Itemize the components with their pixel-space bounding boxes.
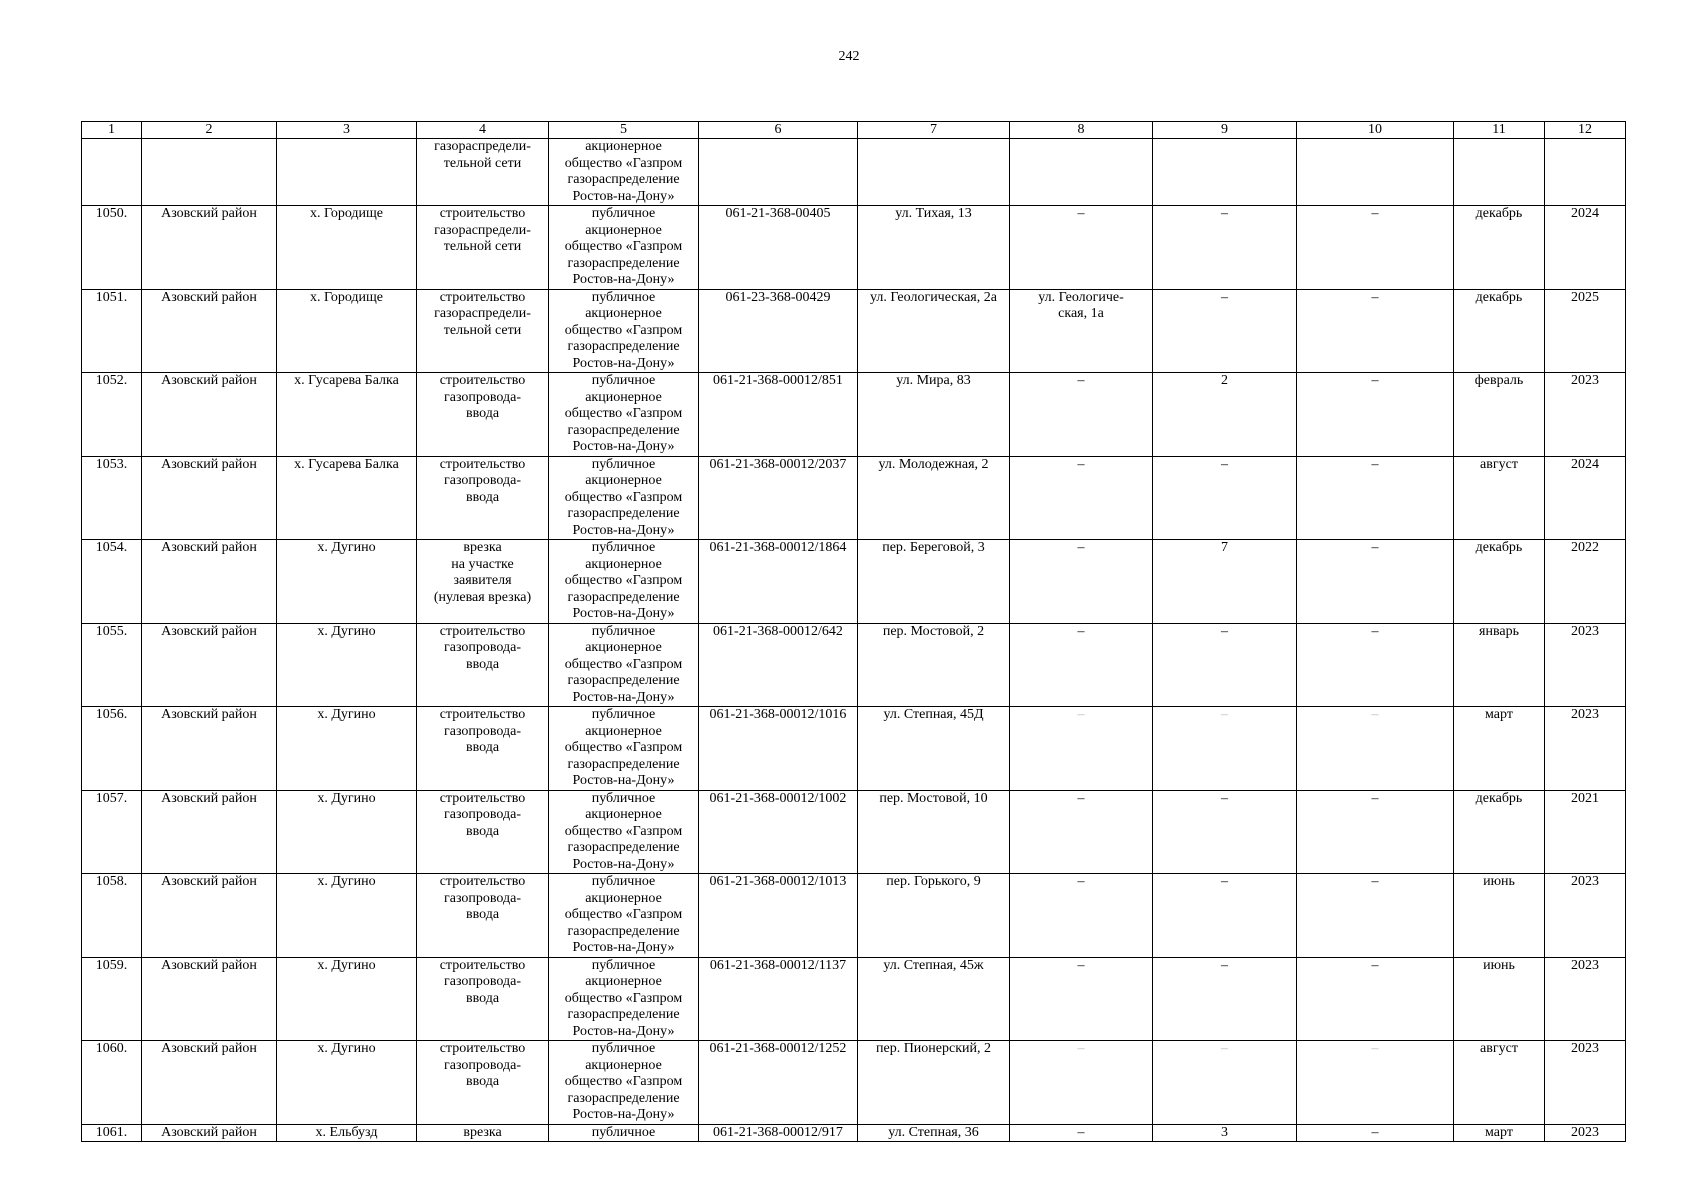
cell-work: строительство газораспредели- тельной сети bbox=[417, 206, 549, 290]
column-header: 11 bbox=[1454, 122, 1545, 139]
cell-org: публичное акционерное общество «Газпром газораспределение Ростов-на-Дону» bbox=[549, 1041, 699, 1125]
cell-org: публичное акционерное общество «Газпром газораспределение Ростов-на-Дону» bbox=[549, 790, 699, 874]
cell-address bbox=[858, 139, 1010, 206]
cell-col10: – bbox=[1297, 540, 1454, 624]
cell-locality bbox=[277, 139, 417, 206]
table-row bbox=[82, 540, 1626, 624]
cell-num: 1055. bbox=[82, 623, 142, 707]
cell-work: строительство газопровода- ввода bbox=[417, 874, 549, 958]
cell-district: Азовский район bbox=[142, 206, 277, 290]
cell-num: 1053. bbox=[82, 456, 142, 540]
cell-col8: – bbox=[1010, 1041, 1153, 1125]
cell-district: Азовский район bbox=[142, 540, 277, 624]
cell-org: публичное bbox=[549, 1124, 699, 1141]
cell-month: декабрь bbox=[1454, 540, 1545, 624]
column-header: 1 bbox=[82, 122, 142, 139]
cell-locality: х. Дугино bbox=[277, 707, 417, 791]
cell-address: пер. Береговой, 3 bbox=[858, 540, 1010, 624]
cell-month: август bbox=[1454, 1041, 1545, 1125]
cell-district: Азовский район bbox=[142, 373, 277, 457]
table-row bbox=[82, 373, 1626, 457]
cell-col8: – bbox=[1010, 456, 1153, 540]
column-header: 6 bbox=[699, 122, 858, 139]
cell-col9: – bbox=[1153, 1041, 1297, 1125]
cell-code: 061-21-368-00012/1016 bbox=[699, 707, 858, 791]
cell-col9: 2 bbox=[1153, 373, 1297, 457]
cell-district: Азовский район bbox=[142, 289, 277, 373]
cell-district: Азовский район bbox=[142, 790, 277, 874]
cell-col9: – bbox=[1153, 623, 1297, 707]
cell-col8: – bbox=[1010, 206, 1153, 290]
column-header: 2 bbox=[142, 122, 277, 139]
table-row bbox=[82, 957, 1626, 1041]
cell-address: пер. Горького, 9 bbox=[858, 874, 1010, 958]
cell-district bbox=[142, 139, 277, 206]
cell-col9: – bbox=[1153, 957, 1297, 1041]
cell-col10: – bbox=[1297, 373, 1454, 457]
table-row bbox=[82, 1124, 1626, 1141]
cell-col9: – bbox=[1153, 874, 1297, 958]
cell-code: 061-21-368-00012/1137 bbox=[699, 957, 858, 1041]
cell-address: ул. Тихая, 13 bbox=[858, 206, 1010, 290]
cell-address: ул. Степная, 36 bbox=[858, 1124, 1010, 1141]
cell-code: 061-21-368-00012/1013 bbox=[699, 874, 858, 958]
cell-col8: – bbox=[1010, 1124, 1153, 1141]
cell-code bbox=[699, 139, 858, 206]
column-header: 9 bbox=[1153, 122, 1297, 139]
cell-work: строительство газопровода- ввода bbox=[417, 957, 549, 1041]
cell-year: 2023 bbox=[1545, 1041, 1626, 1125]
cell-org: акционерное общество «Газпром газораспределение Ростов-на-Дону» bbox=[549, 139, 699, 206]
cell-address: пер. Пионерский, 2 bbox=[858, 1041, 1010, 1125]
cell-year: 2021 bbox=[1545, 790, 1626, 874]
cell-col8: – bbox=[1010, 373, 1153, 457]
cell-col10: – bbox=[1297, 456, 1454, 540]
cell-col9: 3 bbox=[1153, 1124, 1297, 1141]
table-row bbox=[82, 623, 1626, 707]
cell-col10: – bbox=[1297, 1124, 1454, 1141]
cell-month: январь bbox=[1454, 623, 1545, 707]
cell-district: Азовский район bbox=[142, 707, 277, 791]
cell-org: публичное акционерное общество «Газпром газораспределение Ростов-на-Дону» bbox=[549, 957, 699, 1041]
cell-address: ул. Мира, 83 bbox=[858, 373, 1010, 457]
table-row bbox=[82, 206, 1626, 290]
cell-org: публичное акционерное общество «Газпром газораспределение Ростов-на-Дону» bbox=[549, 456, 699, 540]
cell-org: публичное акционерное общество «Газпром газораспределение Ростов-на-Дону» bbox=[549, 373, 699, 457]
cell-month: декабрь bbox=[1454, 206, 1545, 290]
cell-locality: х. Дугино bbox=[277, 957, 417, 1041]
cell-num: 1058. bbox=[82, 874, 142, 958]
cell-address: пер. Мостовой, 10 bbox=[858, 790, 1010, 874]
table-row bbox=[82, 1041, 1626, 1125]
cell-month: март bbox=[1454, 707, 1545, 791]
cell-org: публичное акционерное общество «Газпром газораспределение Ростов-на-Дону» bbox=[549, 707, 699, 791]
cell-district: Азовский район bbox=[142, 1041, 277, 1125]
cell-address: пер. Мостовой, 2 bbox=[858, 623, 1010, 707]
cell-col10: – bbox=[1297, 623, 1454, 707]
cell-code: 061-21-368-00012/917 bbox=[699, 1124, 858, 1141]
cell-num: 1050. bbox=[82, 206, 142, 290]
cell-org: публичное акционерное общество «Газпром газораспределение Ростов-на-Дону» bbox=[549, 623, 699, 707]
cell-col10: – bbox=[1297, 707, 1454, 791]
cell-year: 2023 bbox=[1545, 957, 1626, 1041]
cell-work: строительство газопровода- ввода bbox=[417, 707, 549, 791]
cell-district: Азовский район bbox=[142, 874, 277, 958]
cell-district: Азовский район bbox=[142, 456, 277, 540]
cell-num: 1060. bbox=[82, 1041, 142, 1125]
cell-col8: – bbox=[1010, 707, 1153, 791]
column-header: 3 bbox=[277, 122, 417, 139]
cell-work: строительство газопровода- ввода bbox=[417, 623, 549, 707]
cell-col9: – bbox=[1153, 456, 1297, 540]
cell-year bbox=[1545, 139, 1626, 206]
cell-locality: х. Дугино bbox=[277, 623, 417, 707]
cell-year: 2023 bbox=[1545, 874, 1626, 958]
cell-col8: – bbox=[1010, 790, 1153, 874]
cell-month: март bbox=[1454, 1124, 1545, 1141]
cell-code: 061-21-368-00012/1252 bbox=[699, 1041, 858, 1125]
cell-locality: х. Дугино bbox=[277, 540, 417, 624]
cell-col8: – bbox=[1010, 957, 1153, 1041]
cell-locality: х. Дугино bbox=[277, 790, 417, 874]
cell-month: декабрь bbox=[1454, 289, 1545, 373]
cell-code: 061-21-368-00012/1002 bbox=[699, 790, 858, 874]
cell-col10: – bbox=[1297, 1041, 1454, 1125]
cell-year: 2025 bbox=[1545, 289, 1626, 373]
table-row bbox=[82, 874, 1626, 958]
cell-month bbox=[1454, 139, 1545, 206]
cell-col9 bbox=[1153, 139, 1297, 206]
cell-month: декабрь bbox=[1454, 790, 1545, 874]
cell-org: публичное акционерное общество «Газпром газораспределение Ростов-на-Дону» bbox=[549, 206, 699, 290]
cell-col10: – bbox=[1297, 289, 1454, 373]
cell-work: газораспредели- тельной сети bbox=[417, 139, 549, 206]
cell-month: август bbox=[1454, 456, 1545, 540]
cell-col10: – bbox=[1297, 790, 1454, 874]
cell-year: 2024 bbox=[1545, 456, 1626, 540]
cell-year: 2023 bbox=[1545, 623, 1626, 707]
cell-district: Азовский район bbox=[142, 957, 277, 1041]
cell-month: июнь bbox=[1454, 957, 1545, 1041]
cell-month: февраль bbox=[1454, 373, 1545, 457]
cell-num: 1059. bbox=[82, 957, 142, 1041]
cell-num: 1051. bbox=[82, 289, 142, 373]
cell-code: 061-21-368-00012/2037 bbox=[699, 456, 858, 540]
cell-month: июнь bbox=[1454, 874, 1545, 958]
page-number: 242 bbox=[838, 49, 860, 64]
cell-address: ул. Степная, 45ж bbox=[858, 957, 1010, 1041]
cell-work: врезка bbox=[417, 1124, 549, 1141]
cell-col9: – bbox=[1153, 790, 1297, 874]
cell-num: 1056. bbox=[82, 707, 142, 791]
column-header: 4 bbox=[417, 122, 549, 139]
cell-num: 1057. bbox=[82, 790, 142, 874]
cell-locality: х. Дугино bbox=[277, 1041, 417, 1125]
cell-district: Азовский район bbox=[142, 1124, 277, 1141]
cell-address: ул. Молодежная, 2 bbox=[858, 456, 1010, 540]
cell-locality: х. Ельбузд bbox=[277, 1124, 417, 1141]
cell-col9: – bbox=[1153, 289, 1297, 373]
cell-address: ул. Геологическая, 2а bbox=[858, 289, 1010, 373]
cell-col10: – bbox=[1297, 206, 1454, 290]
cell-col10: – bbox=[1297, 957, 1454, 1041]
cell-col9: – bbox=[1153, 707, 1297, 791]
cell-col10 bbox=[1297, 139, 1454, 206]
cell-work: строительство газопровода- ввода bbox=[417, 1041, 549, 1125]
cell-col8: – bbox=[1010, 623, 1153, 707]
cell-org: публичное акционерное общество «Газпром газораспределение Ростов-на-Дону» bbox=[549, 289, 699, 373]
cell-col8: – bbox=[1010, 540, 1153, 624]
cell-col8: ул. Геологиче- ская, 1а bbox=[1010, 289, 1153, 373]
continuation-row bbox=[82, 139, 1626, 206]
cell-work: строительство газопровода- ввода bbox=[417, 373, 549, 457]
cell-col8: – bbox=[1010, 874, 1153, 958]
cell-year: 2024 bbox=[1545, 206, 1626, 290]
cell-address: ул. Степная, 45Д bbox=[858, 707, 1010, 791]
cell-year: 2023 bbox=[1545, 373, 1626, 457]
cell-num bbox=[82, 139, 142, 206]
cell-year: 2022 bbox=[1545, 540, 1626, 624]
cell-year: 2023 bbox=[1545, 1124, 1626, 1141]
cell-work: строительство газораспредели- тельной сети bbox=[417, 289, 549, 373]
cell-work: врезка на участке заявителя (нулевая врезка) bbox=[417, 540, 549, 624]
cell-code: 061-23-368-00429 bbox=[699, 289, 858, 373]
table-row bbox=[82, 456, 1626, 540]
cell-col8 bbox=[1010, 139, 1153, 206]
column-header: 8 bbox=[1010, 122, 1153, 139]
cell-work: строительство газопровода- ввода bbox=[417, 456, 549, 540]
column-header: 7 bbox=[858, 122, 1010, 139]
cell-num: 1061. bbox=[82, 1124, 142, 1141]
cell-locality: х. Городище bbox=[277, 206, 417, 290]
cell-col9: 7 bbox=[1153, 540, 1297, 624]
cell-locality: х. Гусарева Балка bbox=[277, 373, 417, 457]
cell-code: 061-21-368-00012/1864 bbox=[699, 540, 858, 624]
cell-num: 1054. bbox=[82, 540, 142, 624]
column-number-row bbox=[82, 122, 1626, 139]
cell-district: Азовский район bbox=[142, 623, 277, 707]
cell-col9: – bbox=[1153, 206, 1297, 290]
column-header: 10 bbox=[1297, 122, 1454, 139]
table-row bbox=[82, 790, 1626, 874]
cell-code: 061-21-368-00405 bbox=[699, 206, 858, 290]
data-table bbox=[81, 121, 1626, 1142]
cell-code: 061-21-368-00012/851 bbox=[699, 373, 858, 457]
cell-col10: – bbox=[1297, 874, 1454, 958]
table-row bbox=[82, 707, 1626, 791]
cell-code: 061-21-368-00012/642 bbox=[699, 623, 858, 707]
cell-locality: х. Гусарева Балка bbox=[277, 456, 417, 540]
column-header: 12 bbox=[1545, 122, 1626, 139]
table-row bbox=[82, 289, 1626, 373]
cell-locality: х. Городище bbox=[277, 289, 417, 373]
column-header: 5 bbox=[549, 122, 699, 139]
cell-org: публичное акционерное общество «Газпром газораспределение Ростов-на-Дону» bbox=[549, 874, 699, 958]
cell-num: 1052. bbox=[82, 373, 142, 457]
cell-year: 2023 bbox=[1545, 707, 1626, 791]
cell-org: публичное акционерное общество «Газпром газораспределение Ростов-на-Дону» bbox=[549, 540, 699, 624]
cell-locality: х. Дугино bbox=[277, 874, 417, 958]
cell-work: строительство газопровода- ввода bbox=[417, 790, 549, 874]
